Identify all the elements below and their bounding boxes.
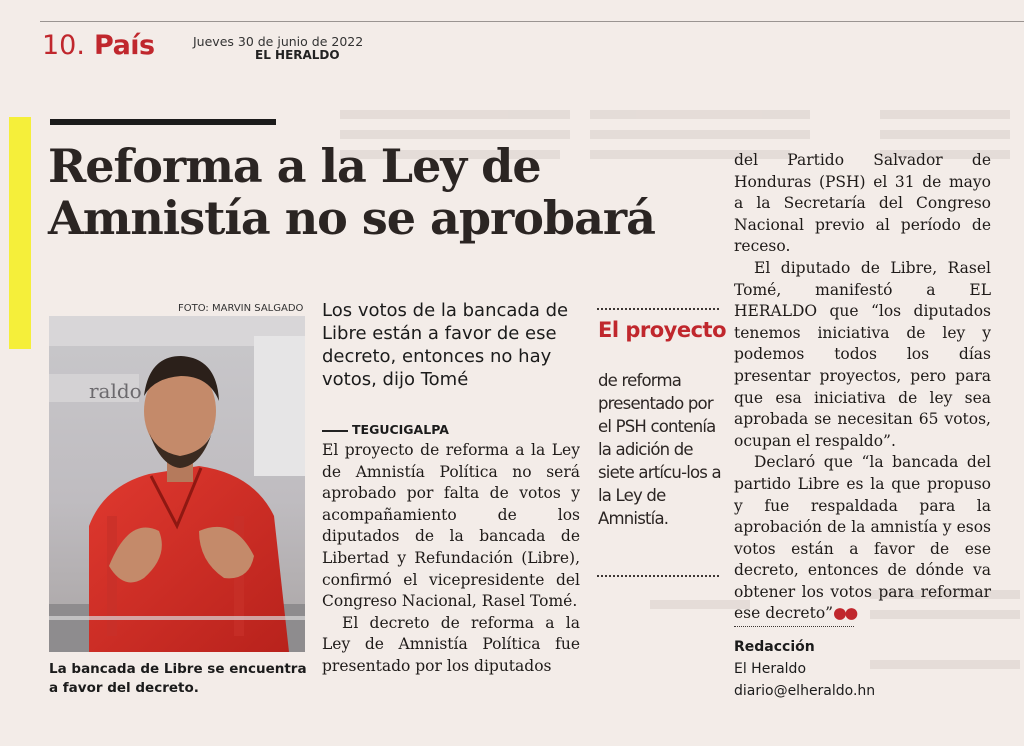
dateline: [322, 422, 449, 437]
headline-line-1: Reforma a la Ley de: [48, 139, 541, 193]
page-number: 10.: [42, 30, 85, 61]
dateline-text: TEGUCIGALPA: [352, 422, 449, 437]
photo-caption: La bancada de Libre se encuentra a favor del decreto.: [49, 661, 307, 696]
section-title: País: [94, 30, 155, 61]
byline-label: Redacción: [734, 639, 815, 655]
headline-rule: [50, 119, 276, 125]
byline: [734, 636, 875, 702]
highlight-marker: [9, 117, 31, 349]
byline-email: diario@elheraldo.hn: [734, 683, 876, 699]
headline: [48, 140, 728, 244]
body-paragraph: El proyecto de reforma a la Ley de Amnistía Política no será aprobado por falta de votos y acompañamiento de los diputados de la bancada de Libertad y Refundación (Libre), confirmó el vicepresidente del Congreso Nacional, Rasel Tomé.: [322, 441, 580, 611]
signature-rule: [734, 626, 854, 627]
photo-illustration: [49, 316, 305, 652]
article-photo: [49, 316, 305, 652]
box-title: El proyecto: [598, 318, 727, 342]
issue-date: Jueves 30 de junio de 2022: [193, 34, 364, 49]
photo-background-text: raldo: [89, 379, 142, 403]
body-paragraph: El diputado de Libre, Rasel Tomé, manifestó a EL HERALDO que “los diputados tenemos iniciativa de ley y podemos todos los días presentar proyectos, pero para que esa iniciativa de ley sea aprobada se necesitan 65 votos, ocupan el respaldo”.: [734, 258, 991, 450]
body-column-3: [734, 150, 991, 625]
box-bottom-rule: [597, 575, 719, 577]
body-paragraph: del Partido Salvador de Honduras (PSH) el 31 de mayo a la Secretaría del Congreso Nacional previo al período de receso.: [734, 151, 991, 256]
end-mark: ●●: [833, 604, 857, 623]
body-paragraph-text: Declaró que “la bancada del partido Libre es la que propuso y fue respaldada para la aprobación de la amnistía y esos votos están a favor de ese decreto, entonces de dónde va obtener los votos para reformar ese decreto”: [734, 453, 991, 623]
body-column-1: [322, 440, 580, 678]
headline-line-2: Amnistía no se aprobará: [48, 191, 655, 245]
newspaper-name: EL HERALDO: [255, 48, 340, 62]
article-deck: Los votos de la bancada de Libre están a favor de ese decreto, entonces no hay votos, dijo Tomé: [322, 300, 569, 390]
photo-credit: FOTO: MARVIN SALGADO: [178, 303, 304, 314]
body-paragraph: [734, 452, 991, 625]
top-rule: [40, 21, 1024, 22]
body-paragraph: El decreto de reforma a la Ley de Amnistía Política fue presentado por los diputados: [322, 613, 580, 675]
byline-outlet: El Heraldo: [734, 661, 807, 677]
box-top-rule: [597, 308, 719, 310]
box-body: de reforma presentado por el PSH contenía la adición de siete artícu-los a la Ley de Amnistía.: [598, 371, 721, 528]
dateline-rule: [322, 430, 348, 432]
